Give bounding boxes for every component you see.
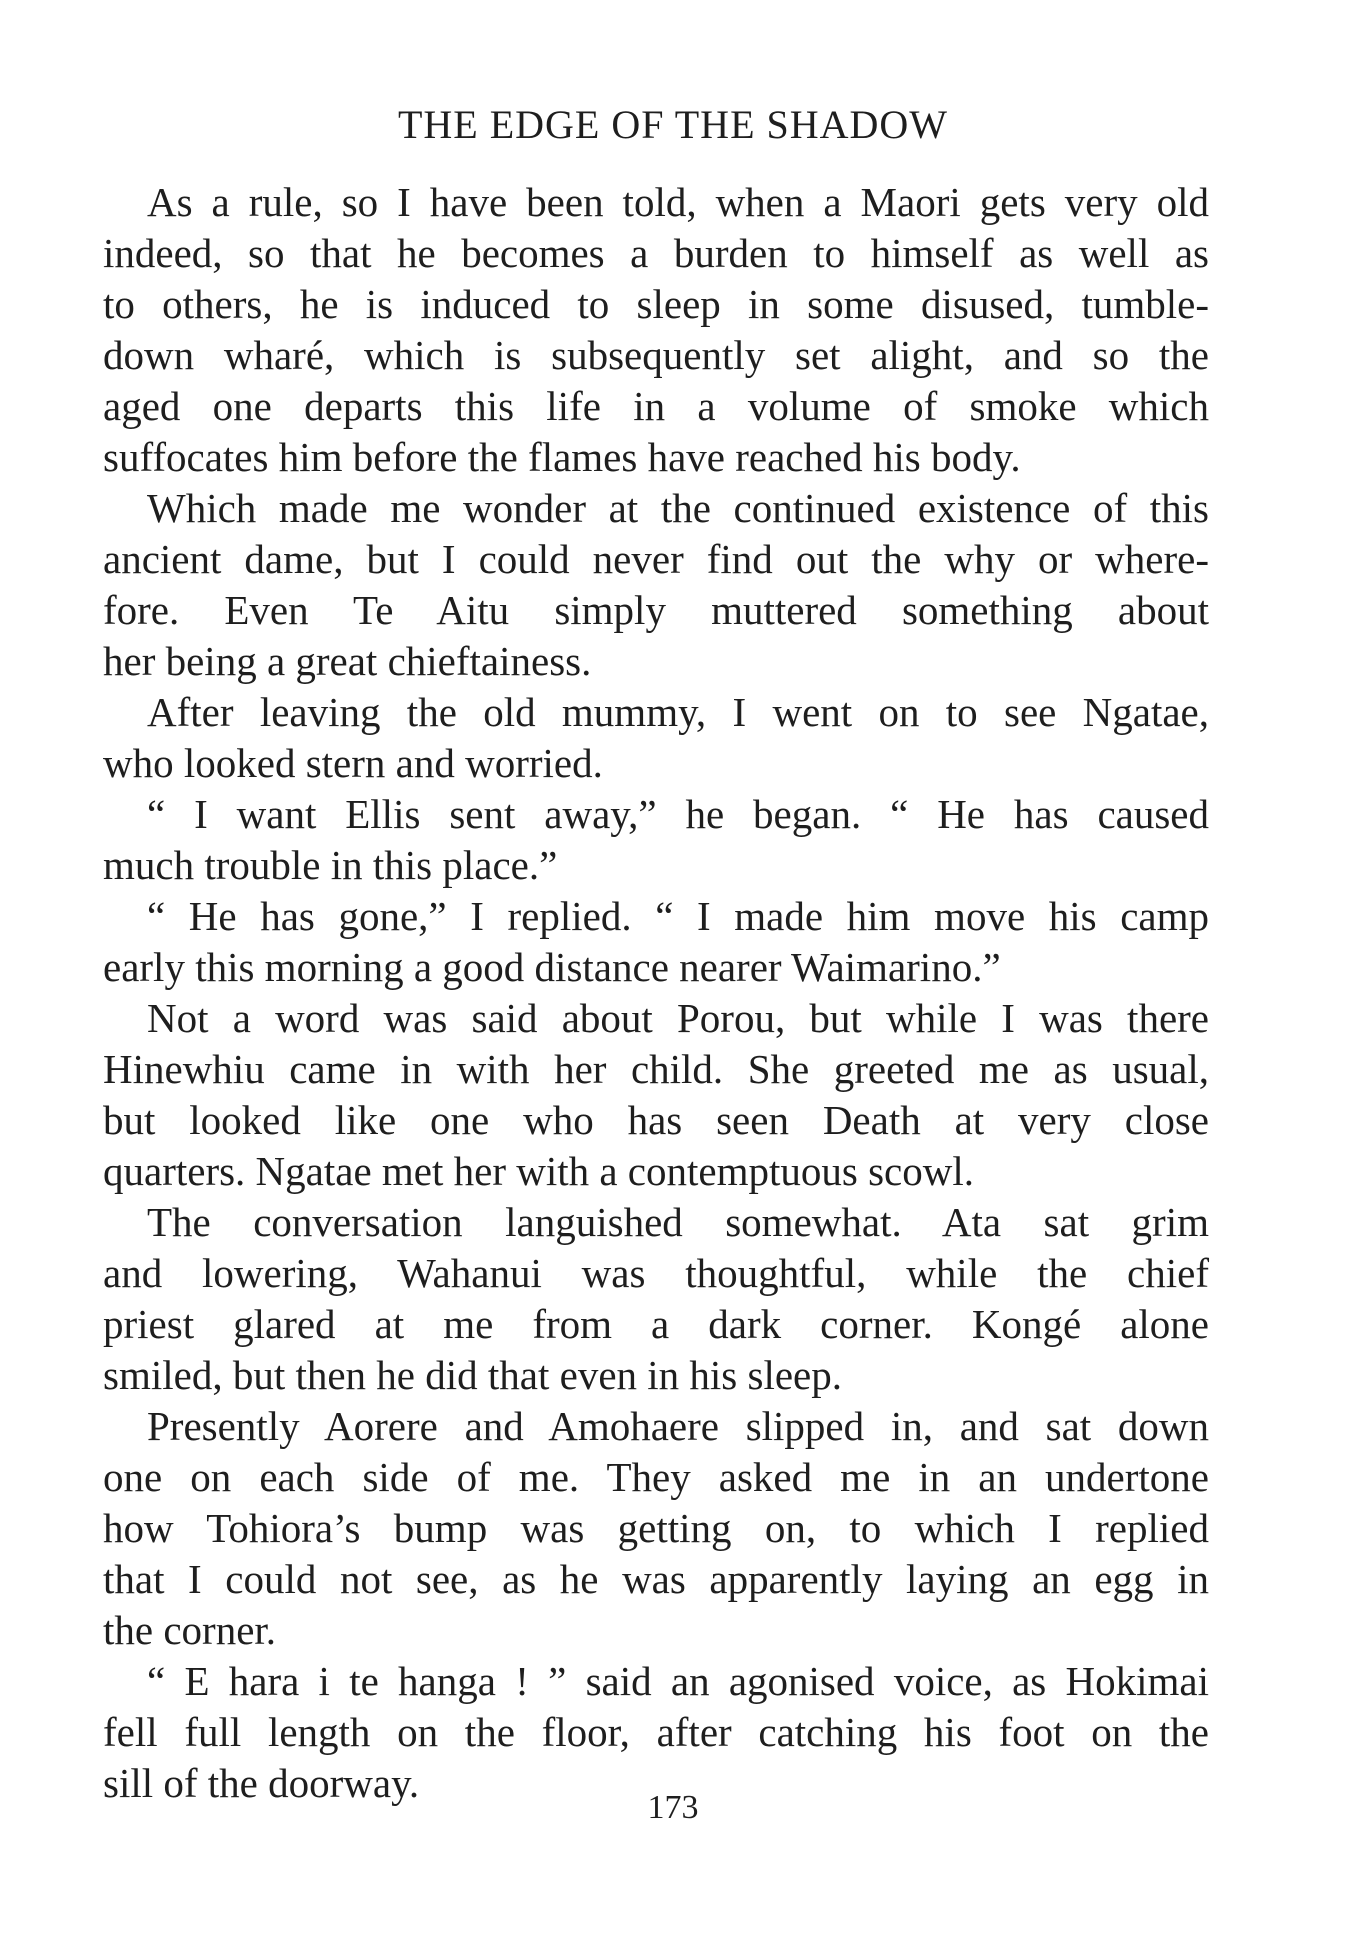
text-line: how Tohiora’s bump was getting on, to which I replied <box>103 1505 1209 1551</box>
text-line: smiled, but then he did that even in his sleep. <box>103 1352 843 1398</box>
paragraph <box>103 789 1209 891</box>
text-line: Which made me wonder at the continued existence of this <box>147 485 1209 531</box>
paragraph <box>103 1656 1209 1809</box>
text-line: suffocates him before the flames have reached his body. <box>103 434 1021 480</box>
text-line: fore. Even Te Aitu simply muttered something about <box>103 587 1209 633</box>
text-line: but looked like one who has seen Death at very close <box>103 1097 1209 1143</box>
body-text <box>103 177 1209 1809</box>
text-line: one on each side of me. They asked me in an undertone <box>103 1454 1209 1500</box>
running-head: THE EDGE OF THE SHADOW <box>397 102 949 147</box>
text-line: “ E hara i te hanga ! ” said an agonised voice, as Hokimai <box>147 1658 1209 1704</box>
text-line: “ He has gone,” I replied. “ I made him move his camp <box>147 893 1209 939</box>
paragraph <box>103 687 1209 789</box>
text-line: much trouble in this place.” <box>103 842 558 888</box>
text-line: priest glared at me from a dark corner. Kongé alone <box>103 1301 1209 1347</box>
text-line: her being a great chieftainess. <box>103 638 592 684</box>
text-line: quarters. Ngatae met her with a contemptuous scowl. <box>103 1148 974 1194</box>
text-line: The conversation languished somewhat. Ata sat grim <box>147 1199 1209 1245</box>
paragraph <box>103 177 1209 483</box>
text-line: and lowering, Wahanui was thoughtful, while the chief <box>103 1250 1209 1296</box>
paragraph <box>103 1401 1209 1656</box>
text-line: indeed, so that he becomes a burden to himself as well as <box>103 230 1209 276</box>
paragraph <box>103 993 1209 1197</box>
page-number: 173 <box>647 1789 699 1826</box>
text-line: fell full length on the floor, after catching his foot on the <box>103 1709 1209 1755</box>
text-line: sill of the doorway. <box>103 1760 420 1806</box>
text-line: ancient dame, but I could never find out the why or where- <box>103 536 1209 582</box>
text-line: “ I want Ellis sent away,” he began. “ He has caused <box>147 791 1209 837</box>
text-line: aged one departs this life in a volume of smoke which <box>103 383 1209 429</box>
text-line: Hinewhiu came in with her child. She greeted me as usual, <box>103 1046 1209 1092</box>
text-line: After leaving the old mummy, I went on to see Ngatae, <box>147 689 1209 735</box>
paragraph <box>103 891 1209 993</box>
text-line: that I could not see, as he was apparently laying an egg in <box>103 1556 1209 1602</box>
text-line: As a rule, so I have been told, when a Maori gets very old <box>147 179 1209 225</box>
text-line: the corner. <box>103 1607 277 1653</box>
text-line: to others, he is induced to sleep in some disused, tumble- <box>103 281 1209 327</box>
text-line: down wharé, which is subsequently set alight, and so the <box>103 332 1209 378</box>
paragraph <box>103 1197 1209 1401</box>
text-line: Not a word was said about Porou, but while I was there <box>147 995 1209 1041</box>
text-line: early this morning a good distance nearer Waimarino.” <box>103 944 1001 990</box>
text-line: Presently Aorere and Amohaere slipped in, and sat down <box>147 1403 1209 1449</box>
paragraph <box>103 483 1209 687</box>
text-line: who looked stern and worried. <box>103 740 603 786</box>
